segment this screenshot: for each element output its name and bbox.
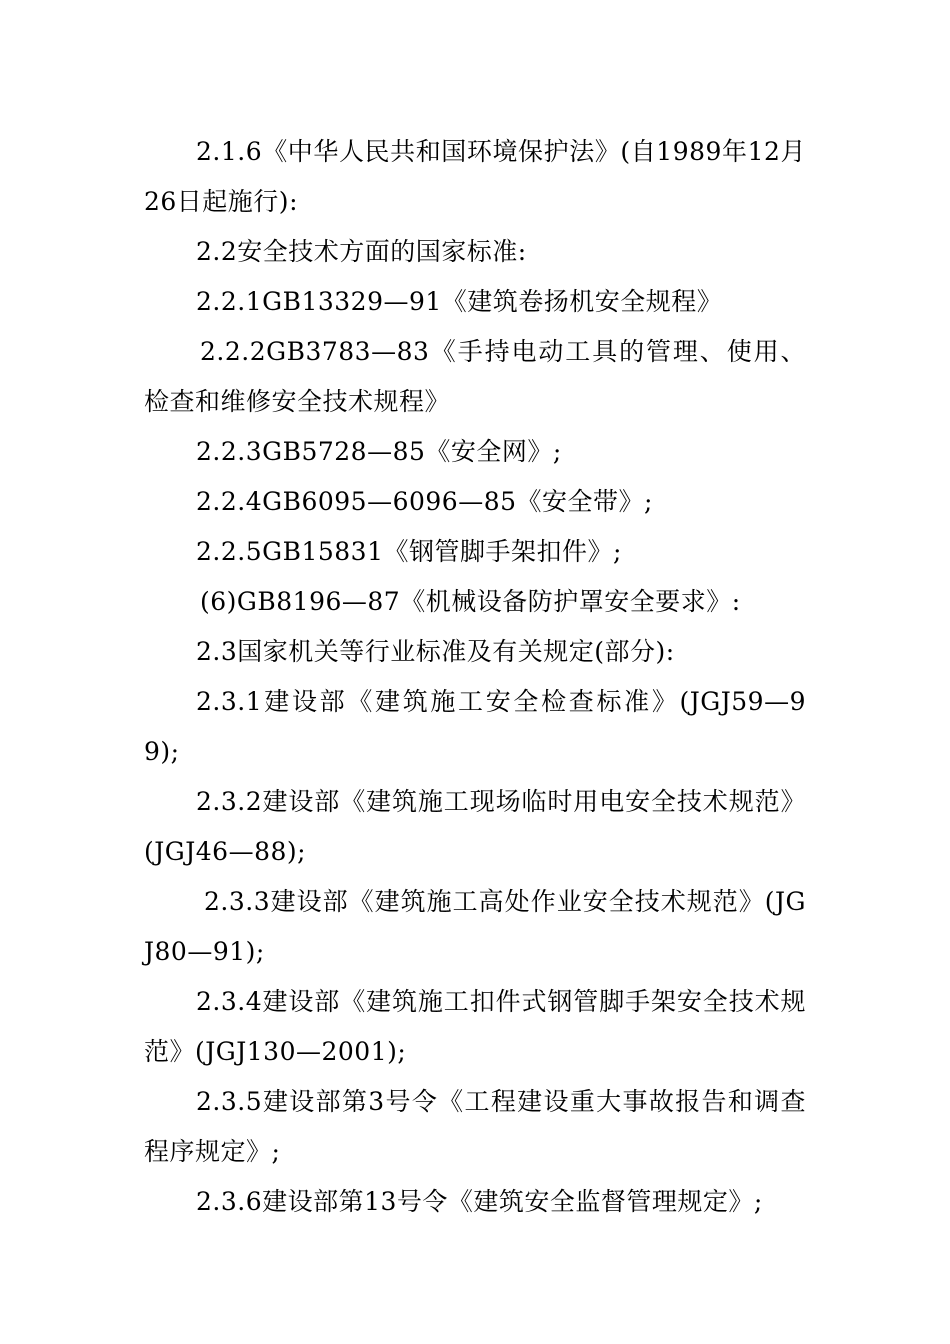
- paragraph-2-2: 2.2安全技术方面的国家标准:: [196, 237, 527, 266]
- paragraph-6: (6)GB8196—87《机械设备防护罩安全要求》:: [200, 587, 741, 616]
- paragraph-2-2-5: 2.2.5GB15831《钢管脚手架扣件》;: [196, 537, 622, 566]
- paragraph-2-3-1: 2.3.1建设部《建筑施工安全检查标准》(JGJ59—99);: [144, 687, 806, 766]
- paragraph-2-3: 2.3国家机关等行业标准及有关规定(部分):: [196, 637, 675, 666]
- paragraph-2-3-4: 2.3.4建设部《建筑施工扣件式钢管脚手架安全技术规范》(JGJ130—2001);: [144, 987, 806, 1066]
- paragraph-2-2-1: 2.2.1GB13329—91《建筑卷扬机安全规程》: [196, 287, 723, 316]
- document-body: [144, 127, 806, 1227]
- paragraph-2-2-2: 2.2.2GB3783—83《手持电动工具的管理、使用、检查和维修安全技术规程》: [144, 337, 806, 416]
- paragraph-2-3-5: 2.3.5建设部第3号令《工程建设重大事故报告和调查程序规定》;: [144, 1087, 806, 1166]
- paragraph-2-2-4: 2.2.4GB6095—6096—85《安全带》;: [196, 487, 653, 516]
- paragraph-2-1-6: 2.1.6《中华人民共和国环境保护法》(自1989年12月26日起施行):: [144, 137, 806, 216]
- paragraph-2-3-3: 2.3.3建设部《建筑施工高处作业安全技术规范》(JGJ80—91);: [144, 887, 806, 966]
- paragraph-2-3-6: 2.3.6建设部第13号令《建筑安全监督管理规定》;: [196, 1187, 763, 1216]
- paragraph-2-2-3: 2.2.3GB5728—85《安全网》;: [196, 437, 562, 466]
- paragraph-2-3-2: 2.3.2建设部《建筑施工现场临时用电安全技术规范》(JGJ46—88);: [144, 787, 806, 866]
